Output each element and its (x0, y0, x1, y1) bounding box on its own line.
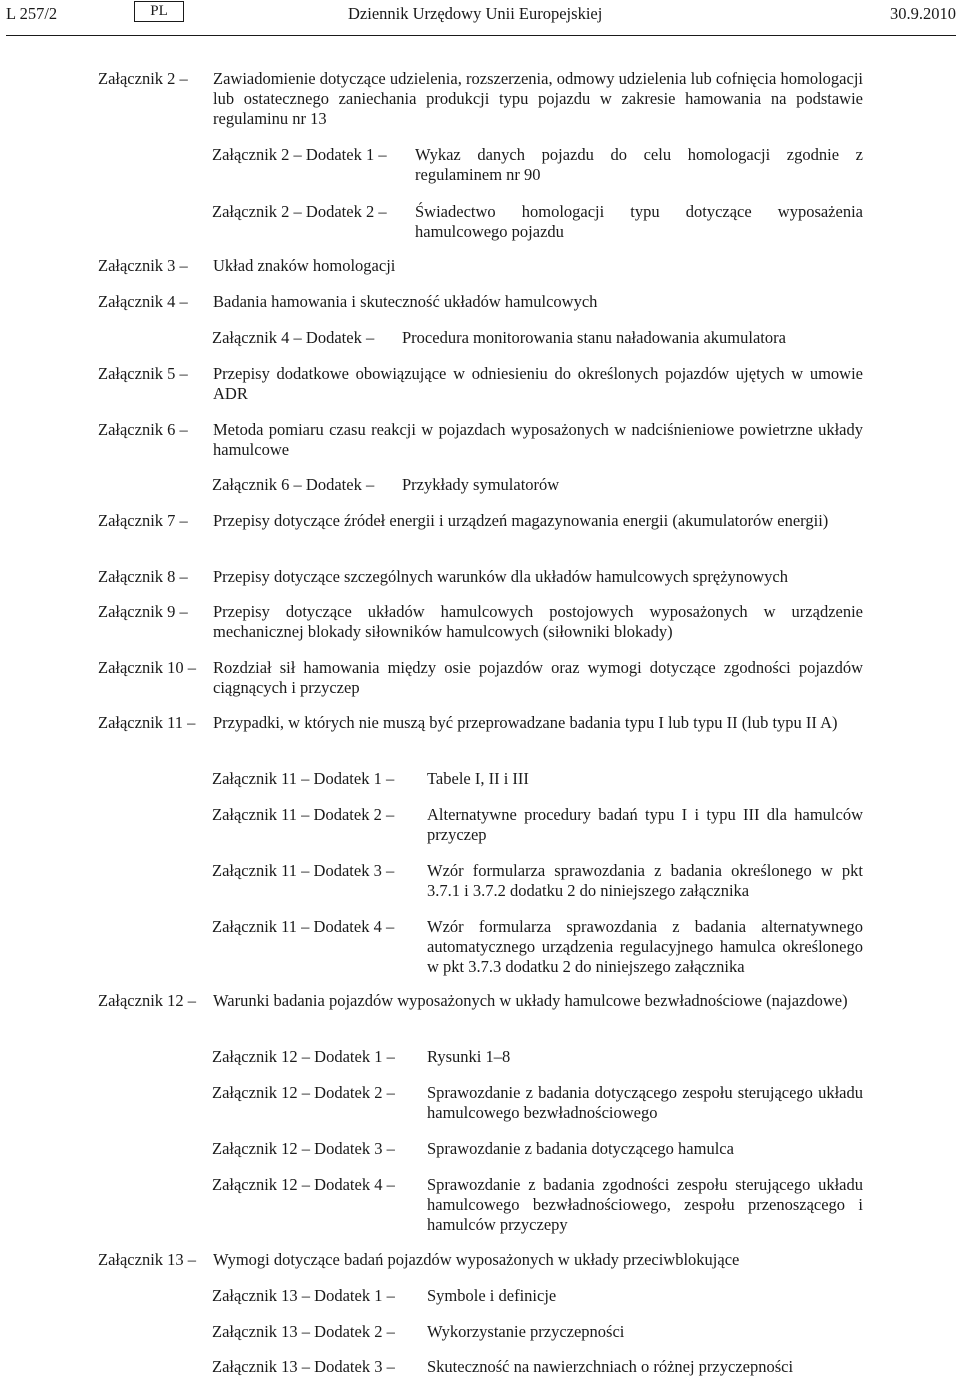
entry-text: Wykaz danych pojazdu do celu homologacji zgodnie z regulaminem nr 90 (415, 145, 863, 184)
entry-label: Załącznik 11 – Dodatek 1 – (212, 769, 395, 788)
entry-label: Załącznik 2 – Dodatek 2 – (212, 202, 387, 221)
entry-label: Załącznik 13 – (98, 1250, 197, 1269)
entry-label: Załącznik 13 – Dodatek 2 – (212, 1322, 395, 1341)
appendix-entry (212, 202, 863, 242)
language-badge: PL (134, 1, 184, 22)
entry-text: Tabele I, II i III (427, 769, 529, 788)
page-header (0, 0, 960, 36)
annex-entry (98, 511, 863, 531)
entry-label: Załącznik 9 – (98, 602, 188, 621)
entry-text: Warunki badania pojazdów wyposażonych w układy hamulcowe bezwładnościowe (najazdowe) (213, 991, 848, 1010)
entry-text: Przepisy dotyczące szczególnych warunków dla układów hamulcowych sprężynowych (213, 567, 789, 586)
entry-label: Załącznik 12 – (98, 991, 197, 1010)
appendix-entry (212, 805, 863, 845)
entry-text: Wzór formularza sprawozdania z badania alternatywnego automatycznego urządzenia regulacyjnego hamulca określonego w pkt 3.7.3 dodatku 2 do niniejszego załącznika (427, 917, 863, 976)
entry-text: Badania hamowania i skuteczność układów hamulcowych (213, 292, 598, 311)
appendix-entry (212, 1322, 863, 1342)
appendix-entry (212, 769, 863, 789)
entry-text: Przepisy dotyczące źródeł energii i urządzeń magazynowania energii (akumulatorów energii) (213, 511, 829, 530)
annex-entry (98, 69, 863, 129)
entry-label: Załącznik 3 – (98, 256, 188, 275)
entry-text: Wymogi dotyczące badań pojazdów wyposażonych w układy przeciwblokujące (213, 1250, 740, 1269)
entry-label: Załącznik 12 – Dodatek 2 – (212, 1083, 395, 1102)
annex-entry (98, 713, 863, 733)
entry-text: Świadectwo homologacji typu dotyczące wyposażenia hamulcowego pojazdu (415, 202, 863, 241)
entry-label: Załącznik 4 – Dodatek – (212, 328, 375, 347)
page-reference: L 257/2 (6, 4, 58, 23)
entry-text: Procedura monitorowania stanu naładowania akumulatora (402, 328, 786, 347)
entry-label: Załącznik 11 – (98, 713, 196, 732)
entry-text: Sprawozdanie z badania dotyczącego zespołu sterującego układu hamulcowego bezwładnościowego (427, 1083, 863, 1122)
entry-label: Załącznik 4 – (98, 292, 188, 311)
annex-entry (98, 991, 863, 1011)
entry-label: Załącznik 12 – Dodatek 4 – (212, 1175, 395, 1194)
annex-entry (98, 256, 863, 276)
entry-label: Załącznik 13 – Dodatek 3 – (212, 1357, 395, 1376)
entry-label: Załącznik 12 – Dodatek 1 – (212, 1047, 395, 1066)
entry-label: Załącznik 6 – Dodatek – (212, 475, 375, 494)
appendix-entry (212, 145, 863, 185)
entry-label: Załącznik 12 – Dodatek 3 – (212, 1139, 395, 1158)
entry-text: Sprawozdanie z badania zgodności zespołu sterującego układu hamulcowego bezwładnościowego, zespołu przenoszącego i hamulców przyczepy (427, 1175, 863, 1234)
entry-text: Rozdział sił hamowania między osie pojazdów oraz wymogi dotyczące zgodności pojazdów ciągnących i przyczep (213, 658, 863, 697)
entry-text: Układ znaków homologacji (213, 256, 396, 275)
appendix-entry (212, 328, 863, 348)
entry-label: Załącznik 11 – Dodatek 2 – (212, 805, 395, 824)
entry-text: Sprawozdanie z badania dotyczącego hamulca (427, 1139, 734, 1158)
entry-label: Załącznik 13 – Dodatek 1 – (212, 1286, 395, 1305)
entry-text: Przepisy dodatkowe obowiązujące w odniesieniu do określonych pojazdów ujętych w umowie ADR (213, 364, 863, 403)
annex-entry (98, 364, 863, 404)
appendix-entry (212, 1139, 863, 1159)
appendix-entry (212, 1047, 863, 1067)
publication-date: 30.9.2010 (890, 4, 956, 23)
entry-text: Rysunki 1–8 (427, 1047, 511, 1066)
annex-entry (98, 292, 863, 312)
entry-text: Skuteczność na nawierzchniach o różnej przyczepności (427, 1357, 794, 1376)
appendix-entry (212, 475, 863, 495)
entry-label: Załącznik 5 – (98, 364, 188, 383)
entry-text: Zawiadomienie dotyczące udzielenia, rozszerzenia, odmowy udzielenia lub cofnięcia homologacji lub ostatecznego zaniechania produkcji typu pojazdu w zakresie hamowania na podstawie regulaminu nr 13 (213, 69, 863, 128)
annex-entry (98, 602, 863, 642)
appendix-entry (212, 1083, 863, 1123)
appendix-entry (212, 861, 863, 901)
entry-label: Załącznik 8 – (98, 567, 188, 586)
entry-text: Symbole i definicje (427, 1286, 557, 1305)
appendix-entry (212, 1286, 863, 1306)
annex-entry (98, 658, 863, 698)
entry-text: Wykorzystanie przyczepności (427, 1322, 625, 1341)
journal-title: Dziennik Urzędowy Unii Europejskiej (348, 4, 603, 23)
entry-text: Przykłady symulatorów (402, 475, 560, 494)
appendix-entry (212, 1357, 863, 1377)
entry-label: Załącznik 11 – Dodatek 3 – (212, 861, 395, 880)
entry-text: Alternatywne procedury badań typu I i typu III dla hamulców przyczep (427, 805, 863, 844)
entry-label: Załącznik 6 – (98, 420, 188, 439)
annex-entry (98, 420, 863, 460)
annex-entry (98, 1250, 863, 1270)
entry-text: Wzór formularza sprawozdania z badania określonego w pkt 3.7.1 i 3.7.2 dodatku 2 do niniejszego załącznika (427, 861, 863, 900)
appendix-entry (212, 1175, 863, 1235)
entry-text: Przypadki, w których nie muszą być przeprowadzane badania typu I lub typu II (lub typu II A) (213, 713, 838, 732)
entry-label: Załącznik 11 – Dodatek 4 – (212, 917, 395, 936)
entry-label: Załącznik 7 – (98, 511, 188, 530)
entry-label: Załącznik 2 – Dodatek 1 – (212, 145, 387, 164)
entry-text: Przepisy dotyczące układów hamulcowych postojowych wyposażonych w urządzenie mechanicznej blokady siłowników hamulcowych (siłowniki blokady) (213, 602, 863, 641)
entry-label: Załącznik 2 – (98, 69, 188, 88)
header-divider (6, 35, 956, 36)
annex-entry (98, 567, 863, 587)
appendix-entry (212, 917, 863, 977)
entry-text: Metoda pomiaru czasu reakcji w pojazdach wyposażonych w nadciśnieniowe powietrzne układy hamulcowe (213, 420, 863, 459)
entry-label: Załącznik 10 – (98, 658, 197, 677)
